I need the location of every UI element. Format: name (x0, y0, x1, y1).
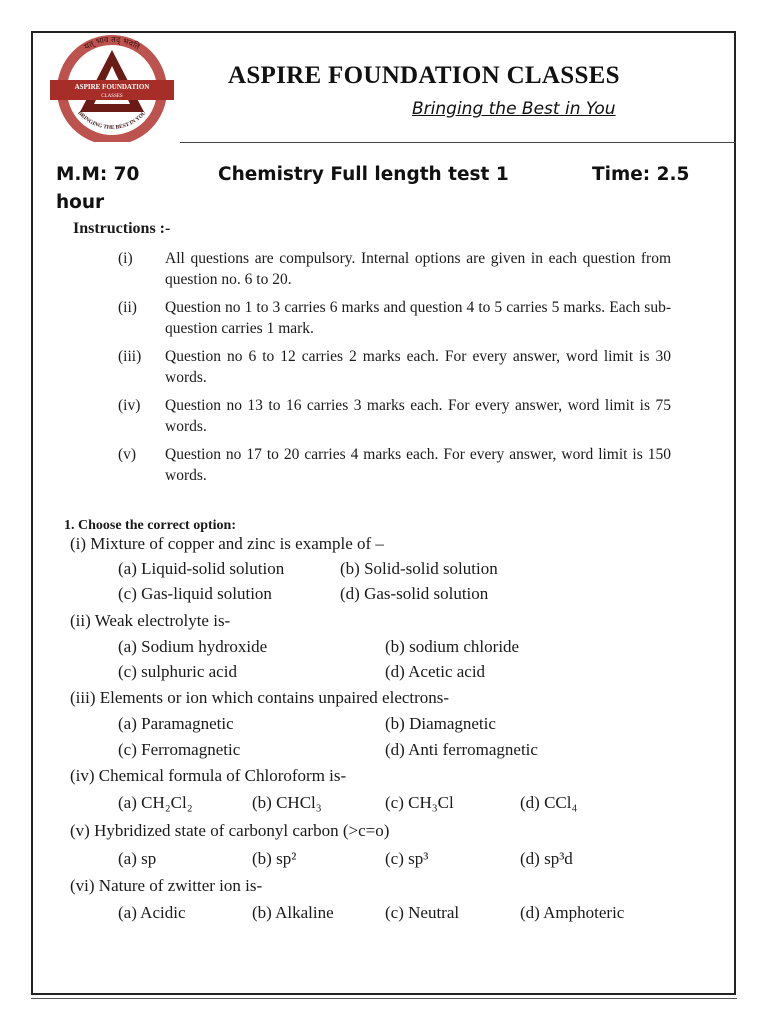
question-text: (ii) Weak electrolyte is- (70, 611, 231, 630)
instruction-number: (iv) (118, 397, 141, 414)
option-d: (d) sp³d (520, 849, 573, 868)
option-d: (d) Amphoteric (520, 903, 625, 922)
option-a: (a) sp (118, 849, 157, 868)
option-b: (b) sodium chloride (385, 637, 520, 656)
question-text: (v) Hybridized state of carbonyl carbon (>c=o) (70, 821, 390, 840)
aspire-logo (44, 32, 180, 142)
logo-bottom-text: BRINGING THE BEST IN YOU (76, 110, 148, 131)
option-a: (a) Acidic (118, 903, 186, 922)
option-d: (d) Gas-solid solution (340, 584, 489, 603)
option-c: (c) Ferromagnetic (118, 740, 241, 759)
option-b: (b) CHCl₃ (252, 793, 322, 812)
question-1-title: 1. Choose the correct option: (64, 518, 236, 533)
option-d: (d) Acetic acid (385, 662, 486, 681)
option-c: (c) sp³ (385, 849, 429, 868)
option-b: (b) Alkaline (252, 903, 334, 922)
time-limit: Time: 2.5 (592, 164, 690, 185)
option-c: (c) CH₃Cl (385, 793, 454, 812)
option-c: (c) sulphuric acid (118, 662, 237, 681)
page-border-bottom (31, 998, 737, 999)
question-text: (i) Mixture of copper and zinc is example of – (70, 534, 384, 553)
question-text: (iii) Elements or ion which contains unpaired electrons- (70, 688, 450, 707)
header-divider (180, 142, 736, 143)
option-d: (d) CCl₄ (520, 793, 578, 812)
time-unit: hour (56, 192, 105, 213)
instruction-text: Question no 17 to 20 carries 4 marks each. For every answer, word limit is 150 words. (165, 446, 671, 484)
instruction-number: (ii) (118, 299, 137, 316)
option-b: (b) sp² (252, 849, 297, 868)
option-a: (a) Paramagnetic (118, 714, 234, 733)
question-text: (vi) Nature of zwitter ion is- (70, 876, 263, 895)
option-a: (a) CH₂Cl₂ (118, 793, 193, 812)
instruction-number: (i) (118, 250, 133, 267)
org-name: ASPIRE FOUNDATION CLASSES (228, 62, 620, 89)
option-c: (c) Gas-liquid solution (118, 584, 272, 603)
option-b: (b) Diamagnetic (385, 714, 496, 733)
instruction-text: Question no 13 to 16 carries 3 marks each. For every answer, word limit is 75 words. (165, 397, 671, 435)
option-d: (d) Anti ferromagnetic (385, 740, 538, 759)
instructions-title: Instructions :- (73, 220, 171, 237)
logo-banner-text: ASPIRE FOUNDATION (74, 83, 150, 91)
instruction-text: All questions are compulsory. Internal options are given in each question from question no. 6 to 20. (165, 250, 671, 288)
option-c: (c) Neutral (385, 903, 460, 922)
option-a: (a) Liquid-solid solution (118, 559, 285, 578)
tagline: Bringing the Best in You (412, 99, 616, 119)
logo-banner-sub: CLASSES (101, 94, 123, 99)
instruction-number: (iii) (118, 348, 142, 365)
max-marks: M.M: 70 (56, 164, 140, 185)
option-a: (a) Sodium hydroxide (118, 637, 268, 656)
instruction-text: Question no 6 to 12 carries 2 marks each. For every answer, word limit is 30 words. (165, 348, 671, 386)
instruction-text: Question no 1 to 3 carries 6 marks and question 4 to 5 carries 5 marks. Each sub-question carries 1 mark. (165, 299, 671, 337)
option-b: (b) Solid-solid solution (340, 559, 498, 578)
test-title: Chemistry Full length test 1 (218, 164, 509, 185)
logo-top-text: यत् भाव तद् भवति (82, 34, 142, 52)
instruction-number: (v) (118, 446, 137, 463)
question-text: (iv) Chemical formula of Chloroform is- (70, 766, 347, 785)
